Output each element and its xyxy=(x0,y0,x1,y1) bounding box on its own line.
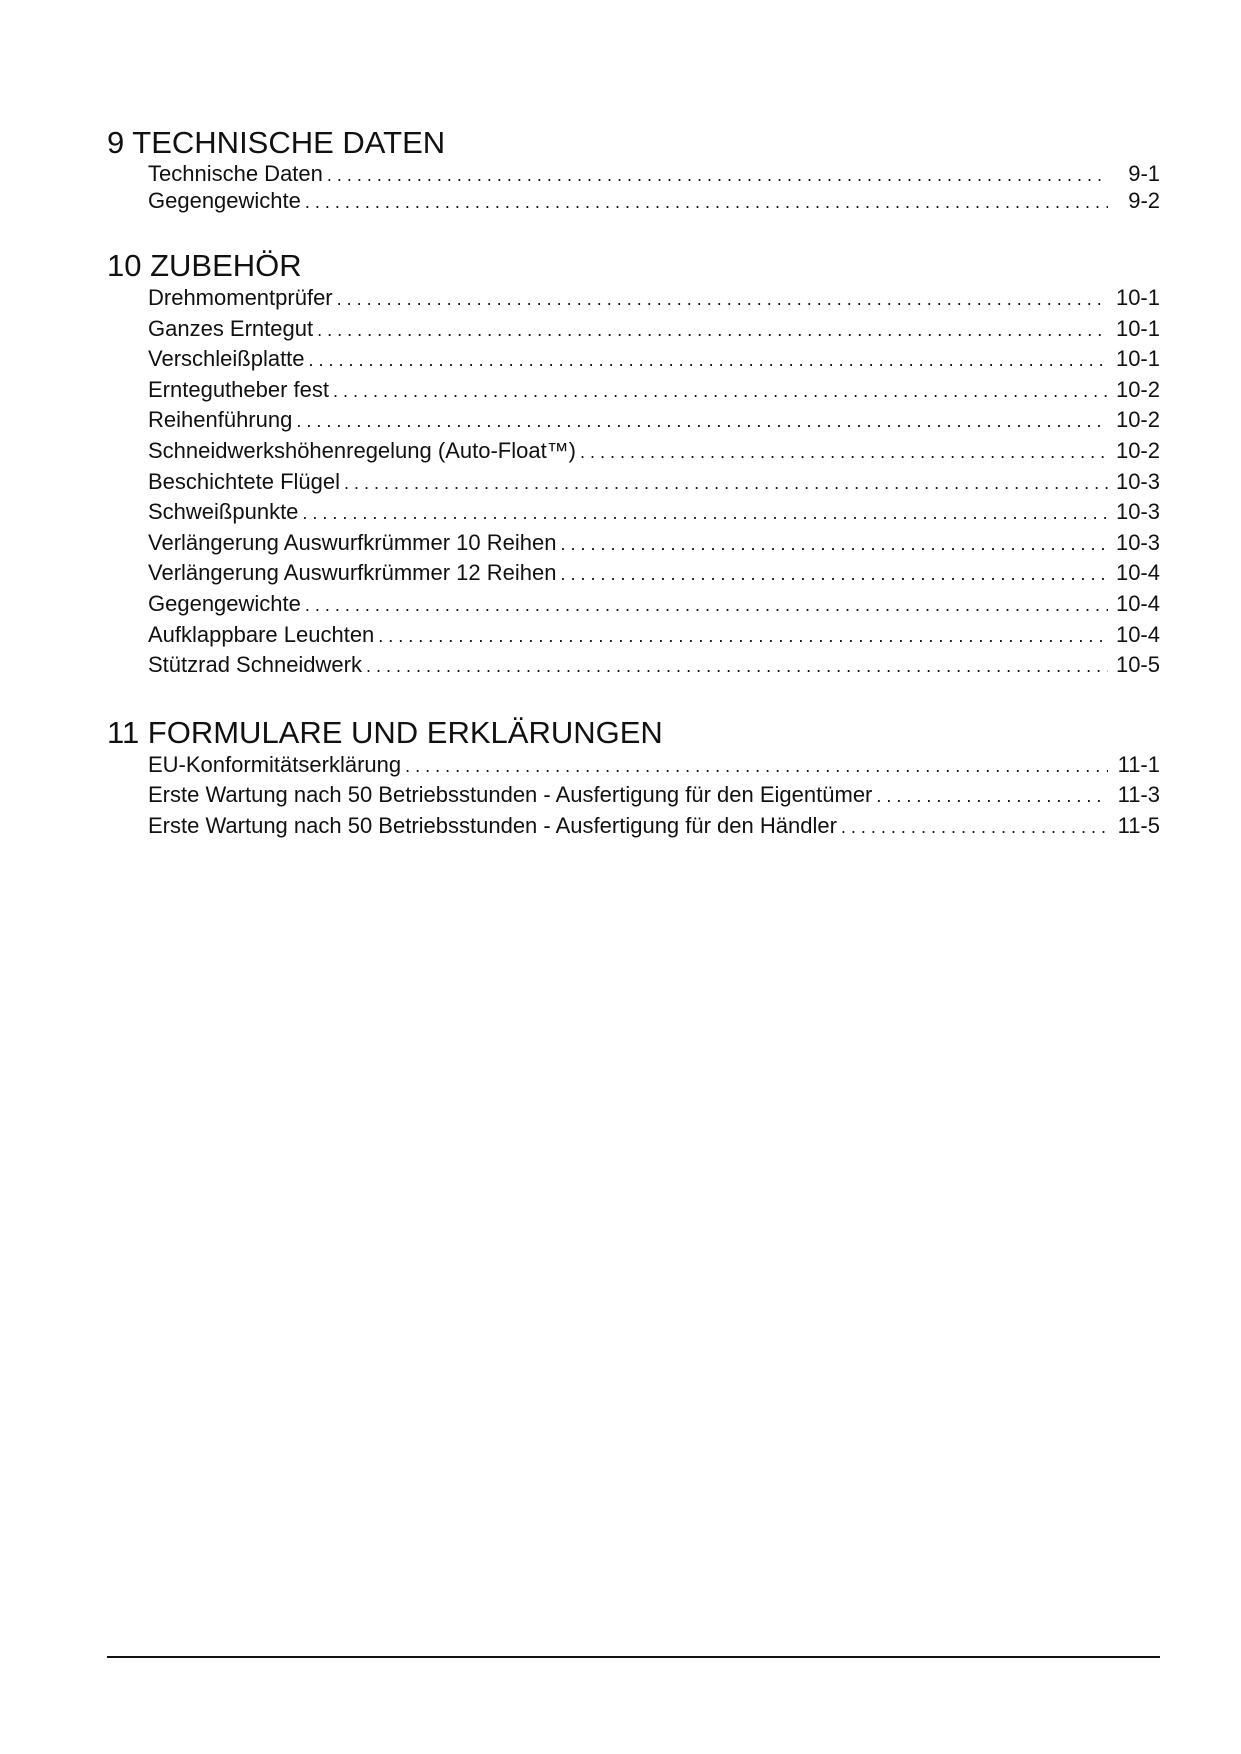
toc-entry-page: 9-1 xyxy=(1128,161,1160,186)
dot-leader xyxy=(296,406,1108,437)
toc-entry-page: 11-1 xyxy=(1117,751,1160,777)
footer-rule xyxy=(107,1656,1160,1658)
dot-leader xyxy=(305,189,1108,216)
dot-leader xyxy=(405,751,1108,782)
toc-entry-page: 10-4 xyxy=(1115,590,1160,616)
toc-entry-page: 10-2 xyxy=(1115,407,1160,433)
toc-entry-page: 10-3 xyxy=(1115,499,1160,525)
toc-section-10 xyxy=(107,249,1160,681)
toc-entry[interactable] xyxy=(148,436,1160,467)
toc-entry-title: Schweißpunkte xyxy=(148,499,299,525)
dot-leader xyxy=(317,315,1108,346)
dot-leader xyxy=(327,162,1108,189)
toc-entry[interactable] xyxy=(148,344,1160,375)
toc-entry-page: 10-2 xyxy=(1115,437,1160,463)
toc-entry[interactable] xyxy=(148,558,1160,589)
toc-entry-title: Erntegutheber fest xyxy=(148,376,330,402)
toc-entry[interactable] xyxy=(148,528,1160,559)
section-title: 9 TECHNISCHE DATEN xyxy=(107,125,446,160)
toc-entry-title: Reihenführung xyxy=(148,407,293,433)
toc-entry[interactable] xyxy=(148,650,1160,681)
toc-entry-page: 11-5 xyxy=(1117,812,1160,838)
toc-entry-page: 10-2 xyxy=(1115,376,1160,402)
dot-leader xyxy=(337,284,1108,315)
toc-entry[interactable] xyxy=(148,589,1160,620)
toc-entry-title: EU-Konformitätserklärung xyxy=(148,751,402,777)
toc-entry-title: Beschichtete Flügel xyxy=(148,468,340,494)
toc-entry-title: Verlängerung Auswurfkrümmer 10 Reihen xyxy=(148,529,557,555)
toc-entry-page: 10-3 xyxy=(1115,468,1160,494)
dot-leader xyxy=(302,498,1108,529)
toc-entry-title: Gegengewichte xyxy=(148,590,301,616)
toc-entry[interactable] xyxy=(148,497,1160,528)
dot-leader xyxy=(378,621,1108,652)
dot-leader xyxy=(366,651,1108,682)
toc-section-11 xyxy=(107,716,1160,842)
toc-entries xyxy=(148,750,1160,842)
toc-entry[interactable] xyxy=(148,314,1160,345)
toc-entry[interactable] xyxy=(148,811,1160,842)
toc-entry-page: 10-1 xyxy=(1115,315,1160,341)
toc-entry-title: Schneidwerkshöhenregelung (Auto-Float™) xyxy=(148,437,577,463)
toc-entry-page: 10-4 xyxy=(1115,560,1160,586)
toc-entry-page: 10-1 xyxy=(1115,285,1160,310)
toc-entries xyxy=(148,160,1160,214)
toc-entry-title: Stützrad Schneidwerk xyxy=(148,652,362,678)
table-of-contents xyxy=(107,126,1160,842)
toc-entry-title: Ganzes Erntegut xyxy=(148,315,314,341)
toc-entry-title: Gegengewichte xyxy=(148,188,301,213)
toc-entry[interactable] xyxy=(148,375,1160,406)
section-title: 11 FORMULARE UND ERKLÄRUNGEN xyxy=(107,714,663,750)
toc-entry-title: Aufklappbare Leuchten xyxy=(148,621,375,647)
toc-section-9 xyxy=(107,126,1160,214)
dot-leader xyxy=(344,468,1108,499)
dot-leader xyxy=(309,345,1108,376)
toc-entry-title: Verschleißplatte xyxy=(148,346,305,372)
dot-leader xyxy=(876,781,1108,812)
toc-entry-page: 10-5 xyxy=(1115,652,1160,678)
toc-entry-page: 10-4 xyxy=(1115,621,1160,647)
dot-leader xyxy=(305,590,1108,621)
toc-entry[interactable] xyxy=(148,467,1160,498)
toc-entry[interactable] xyxy=(148,405,1160,436)
toc-entry[interactable] xyxy=(148,160,1160,187)
toc-entry-title: Drehmomentprüfer xyxy=(148,285,333,310)
dot-leader xyxy=(560,559,1108,590)
dot-leader xyxy=(560,529,1108,560)
toc-entry[interactable] xyxy=(148,187,1160,214)
toc-entry-page: 10-1 xyxy=(1115,346,1160,372)
toc-entry[interactable] xyxy=(148,750,1160,781)
toc-entry-title: Technische Daten xyxy=(148,161,323,186)
toc-entry[interactable] xyxy=(148,780,1160,811)
toc-entry-page: 11-3 xyxy=(1117,782,1160,808)
toc-entry-title: Erste Wartung nach 50 Betriebsstunden - Ausfertigung für den Händler xyxy=(148,812,837,838)
toc-entry[interactable] xyxy=(148,620,1160,651)
section-title: 10 ZUBEHÖR xyxy=(107,248,302,283)
dot-leader xyxy=(841,812,1108,843)
dot-leader xyxy=(580,437,1108,468)
toc-entry-title: Erste Wartung nach 50 Betriebsstunden - Ausfertigung für den Eigentümer xyxy=(148,782,873,808)
toc-entry-title: Verlängerung Auswurfkrümmer 12 Reihen xyxy=(148,560,557,586)
dot-leader xyxy=(333,376,1108,407)
toc-entry[interactable] xyxy=(148,283,1160,314)
toc-entry-page: 9-2 xyxy=(1128,188,1160,213)
toc-entries xyxy=(148,283,1160,681)
toc-entry-page: 10-3 xyxy=(1115,529,1160,555)
